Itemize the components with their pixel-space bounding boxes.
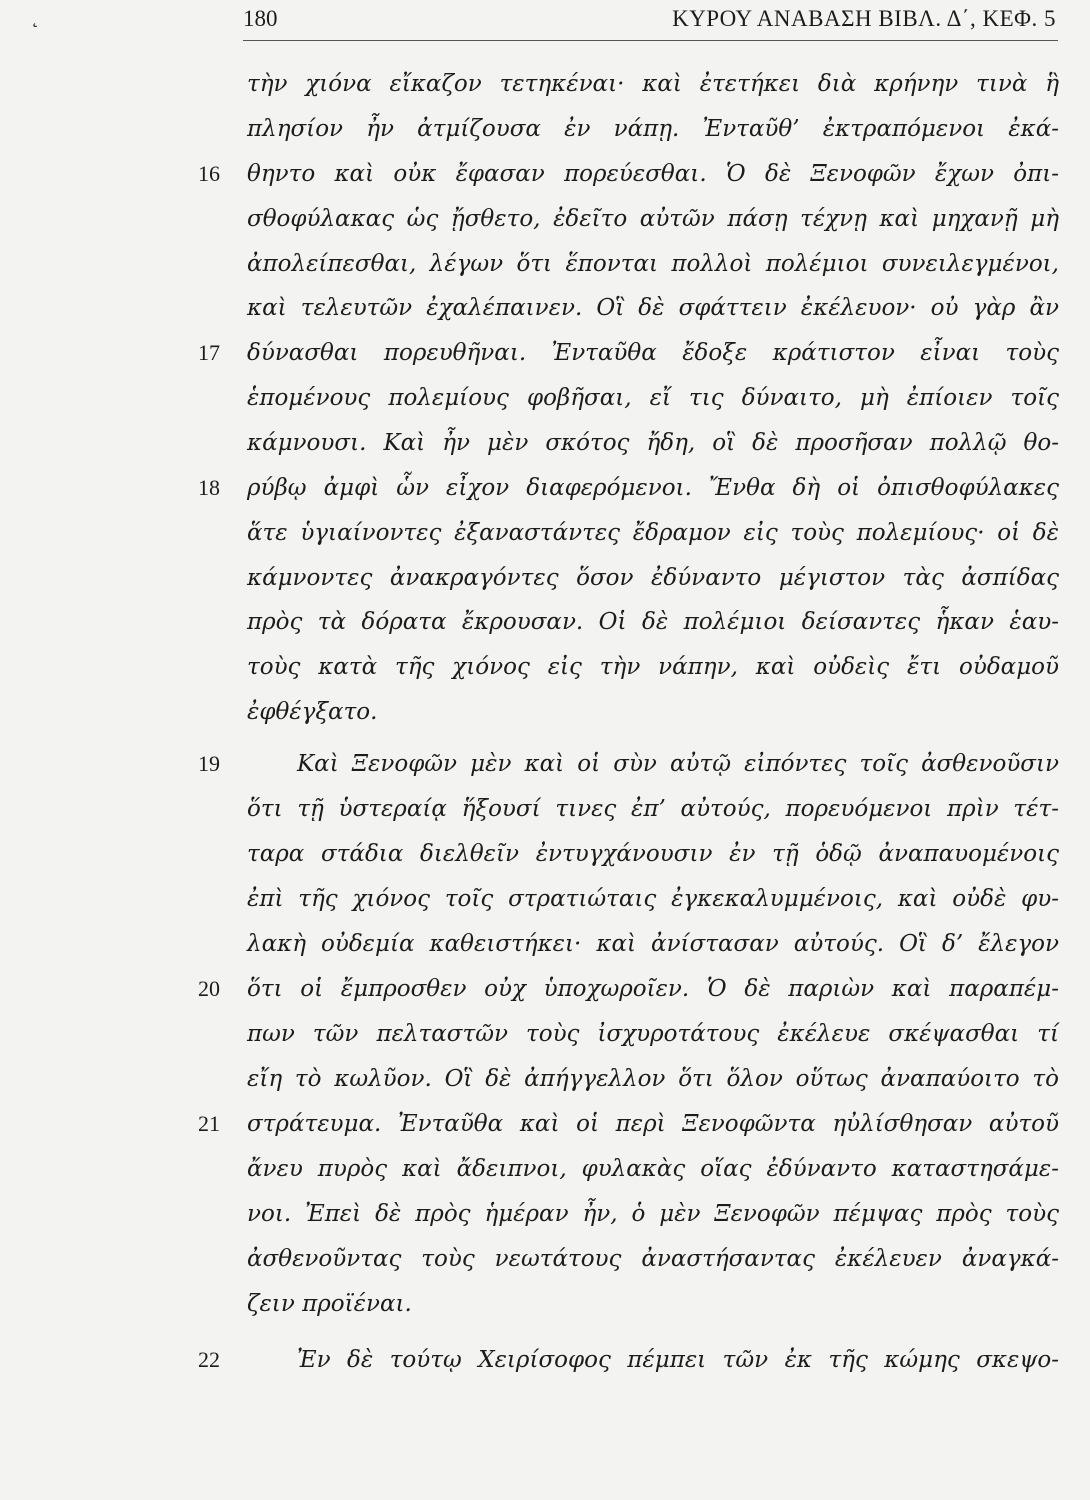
text-line: καὶ τελευτῶν ἐχαλέπαινεν. Οἳ δὲ σφάττειν ἐκέλευον· οὐ γὰρ ἂν	[247, 295, 1059, 321]
text-line: νοι. Ἐπεὶ δὲ πρὸς ἡμέραν ἦν, ὁ μὲν Ξενοφῶν πέμψας πρὸς τοὺς	[247, 1201, 1059, 1227]
text-line: ἄνευ πυρὸς καὶ ἄδειπνοι, φυλακὰς οἵας ἐδύναντο καταστησάμε-	[247, 1156, 1059, 1182]
text-line: ἑπομένους πολεμίους φοβῆσαι, εἴ τις δύναιτο, μὴ ἐπίοιεν τοῖς	[247, 385, 1059, 411]
text-line: σθοφύλακας ὡς ᾔσθετο, ἐδεῖτο αὐτῶν πάσῃ τέχνῃ καὶ μηχανῇ μὴ	[247, 206, 1059, 232]
text-line: τὴν χιόνα εἴκαζον τετηκέναι· καὶ ἐτετήκει διὰ κρήνην τινὰ ἣ	[247, 71, 1059, 97]
text-line: ἐφθέγξατο.	[247, 699, 378, 725]
text-line: ὅτι τῇ ὑστεραίᾳ ἥξουσί τινες ἐπ’ αὐτούς, πορευόμενοι πρὶν τέτ-	[247, 796, 1059, 822]
text-line: ἀσθενοῦντας τοὺς νεωτάτους ἀναστήσαντας ἐκέλευεν ἀναγκά-	[247, 1246, 1059, 1272]
corner-mark: ˛	[30, 4, 40, 28]
text-line: ρύβῳ ἀμφὶ ὧν εἶχον διαφερόμενοι. Ἔνθα δὴ οἱ ὀπισθοφύλακες	[247, 475, 1059, 501]
text-line: ζειν προϊέναι.	[247, 1291, 412, 1317]
text-line: τοὺς κατὰ τῆς χιόνος εἰς τὴν νάπην, καὶ οὐδεὶς ἔτι οὐδαμοῦ	[247, 654, 1059, 680]
text-line: ὅτι οἱ ἔμπροσθεν οὐχ ὑποχωροῖεν. Ὁ δὲ παριὼν καὶ παραπέμ-	[247, 976, 1059, 1002]
text-line: κάμνοντες ἀνακραγόντες ὅσον ἐδύναντο μέγιστον τὰς ἀσπίδας	[247, 565, 1059, 591]
text-line: ἀπολείπεσθαι, λέγων ὅτι ἕπονται πολλοὶ πολέμιοι συνειλεγμένοι,	[247, 251, 1059, 277]
text-line: στράτευμα. Ἐνταῦθα καὶ οἱ περὶ Ξενοφῶντα ηὐλίσθησαν αὐτοῦ	[247, 1111, 1059, 1137]
text-line: Ἐν δὲ τούτῳ Χειρίσοφος πέμπει τῶν ἐκ τῆς κώμης σκεψο-	[297, 1347, 1059, 1373]
text-line: δύνασθαι πορευθῆναι. Ἐνταῦθα ἔδοξε κράτιστον εἶναι τοὺς	[247, 340, 1059, 366]
section-number: 16	[198, 161, 220, 186]
running-title: ΚΥΡΟΥ ΑΝΑΒΑΣΗ ΒΙΒΛ. Δ΄, ΚΕΦ. 5	[672, 6, 1056, 31]
page-number: 180	[243, 6, 278, 31]
text-line: θηντο καὶ οὐκ ἔφασαν πορεύεσθαι. Ὁ δὲ Ξενοφῶν ἔχων ὀπι-	[247, 161, 1059, 187]
text-line: πλησίον ἦν ἀτμίζουσα ἐν νάπῃ. Ἐνταῦθ’ ἐκτραπόμενοι ἐκά-	[247, 116, 1059, 142]
section-number: 21	[198, 1111, 220, 1136]
text-line: κάμνουσι. Καὶ ἦν μὲν σκότος ἤδη, οἳ δὲ προσῆσαν πολλῷ θο-	[247, 430, 1059, 456]
section-number: 20	[198, 976, 220, 1001]
text-line: λακὴ οὐδεμία καθειστήκει· καὶ ἀνίστασαν αὐτούς. Οἳ δ’ ἔλεγον	[247, 931, 1059, 957]
text-line: ἐπὶ τῆς χιόνος τοῖς στρατιώταις ἐγκεκαλυμμένοις, καὶ οὐδὲ φυ-	[247, 886, 1059, 912]
section-number: 17	[198, 340, 220, 365]
section-number: 19	[198, 751, 220, 776]
text-line: πρὸς τὰ δόρατα ἔκρουσαν. Οἱ δὲ πολέμιοι δείσαντες ἧκαν ἑαυ-	[247, 609, 1059, 635]
text-line: ἅτε ὑγιαίνοντες ἐξαναστάντες ἔδραμον εἰς τοὺς πολεμίους· οἱ δὲ	[247, 520, 1059, 546]
text-line: Καὶ Ξενοφῶν μὲν καὶ οἱ σὺν αὐτῷ εἰπόντες τοῖς ἀσθενοῦσιν	[297, 751, 1059, 777]
text-line: πων τῶν πελταστῶν τοὺς ἰσχυροτάτους ἐκέλευε σκέψασθαι τί	[247, 1021, 1059, 1047]
section-number: 22	[198, 1347, 220, 1372]
text-line: ταρα στάδια διελθεῖν ἐντυγχάνουσιν ἐν τῇ ὁδῷ ἀναπαυομένοις	[247, 841, 1059, 867]
text-line: εἴη τὸ κωλῦον. Οἳ δὲ ἀπήγγελλον ὅτι ὅλον οὕτως ἀναπαύοιτο τὸ	[247, 1066, 1059, 1092]
section-number: 18	[198, 475, 220, 500]
page-header	[243, 6, 1058, 41]
